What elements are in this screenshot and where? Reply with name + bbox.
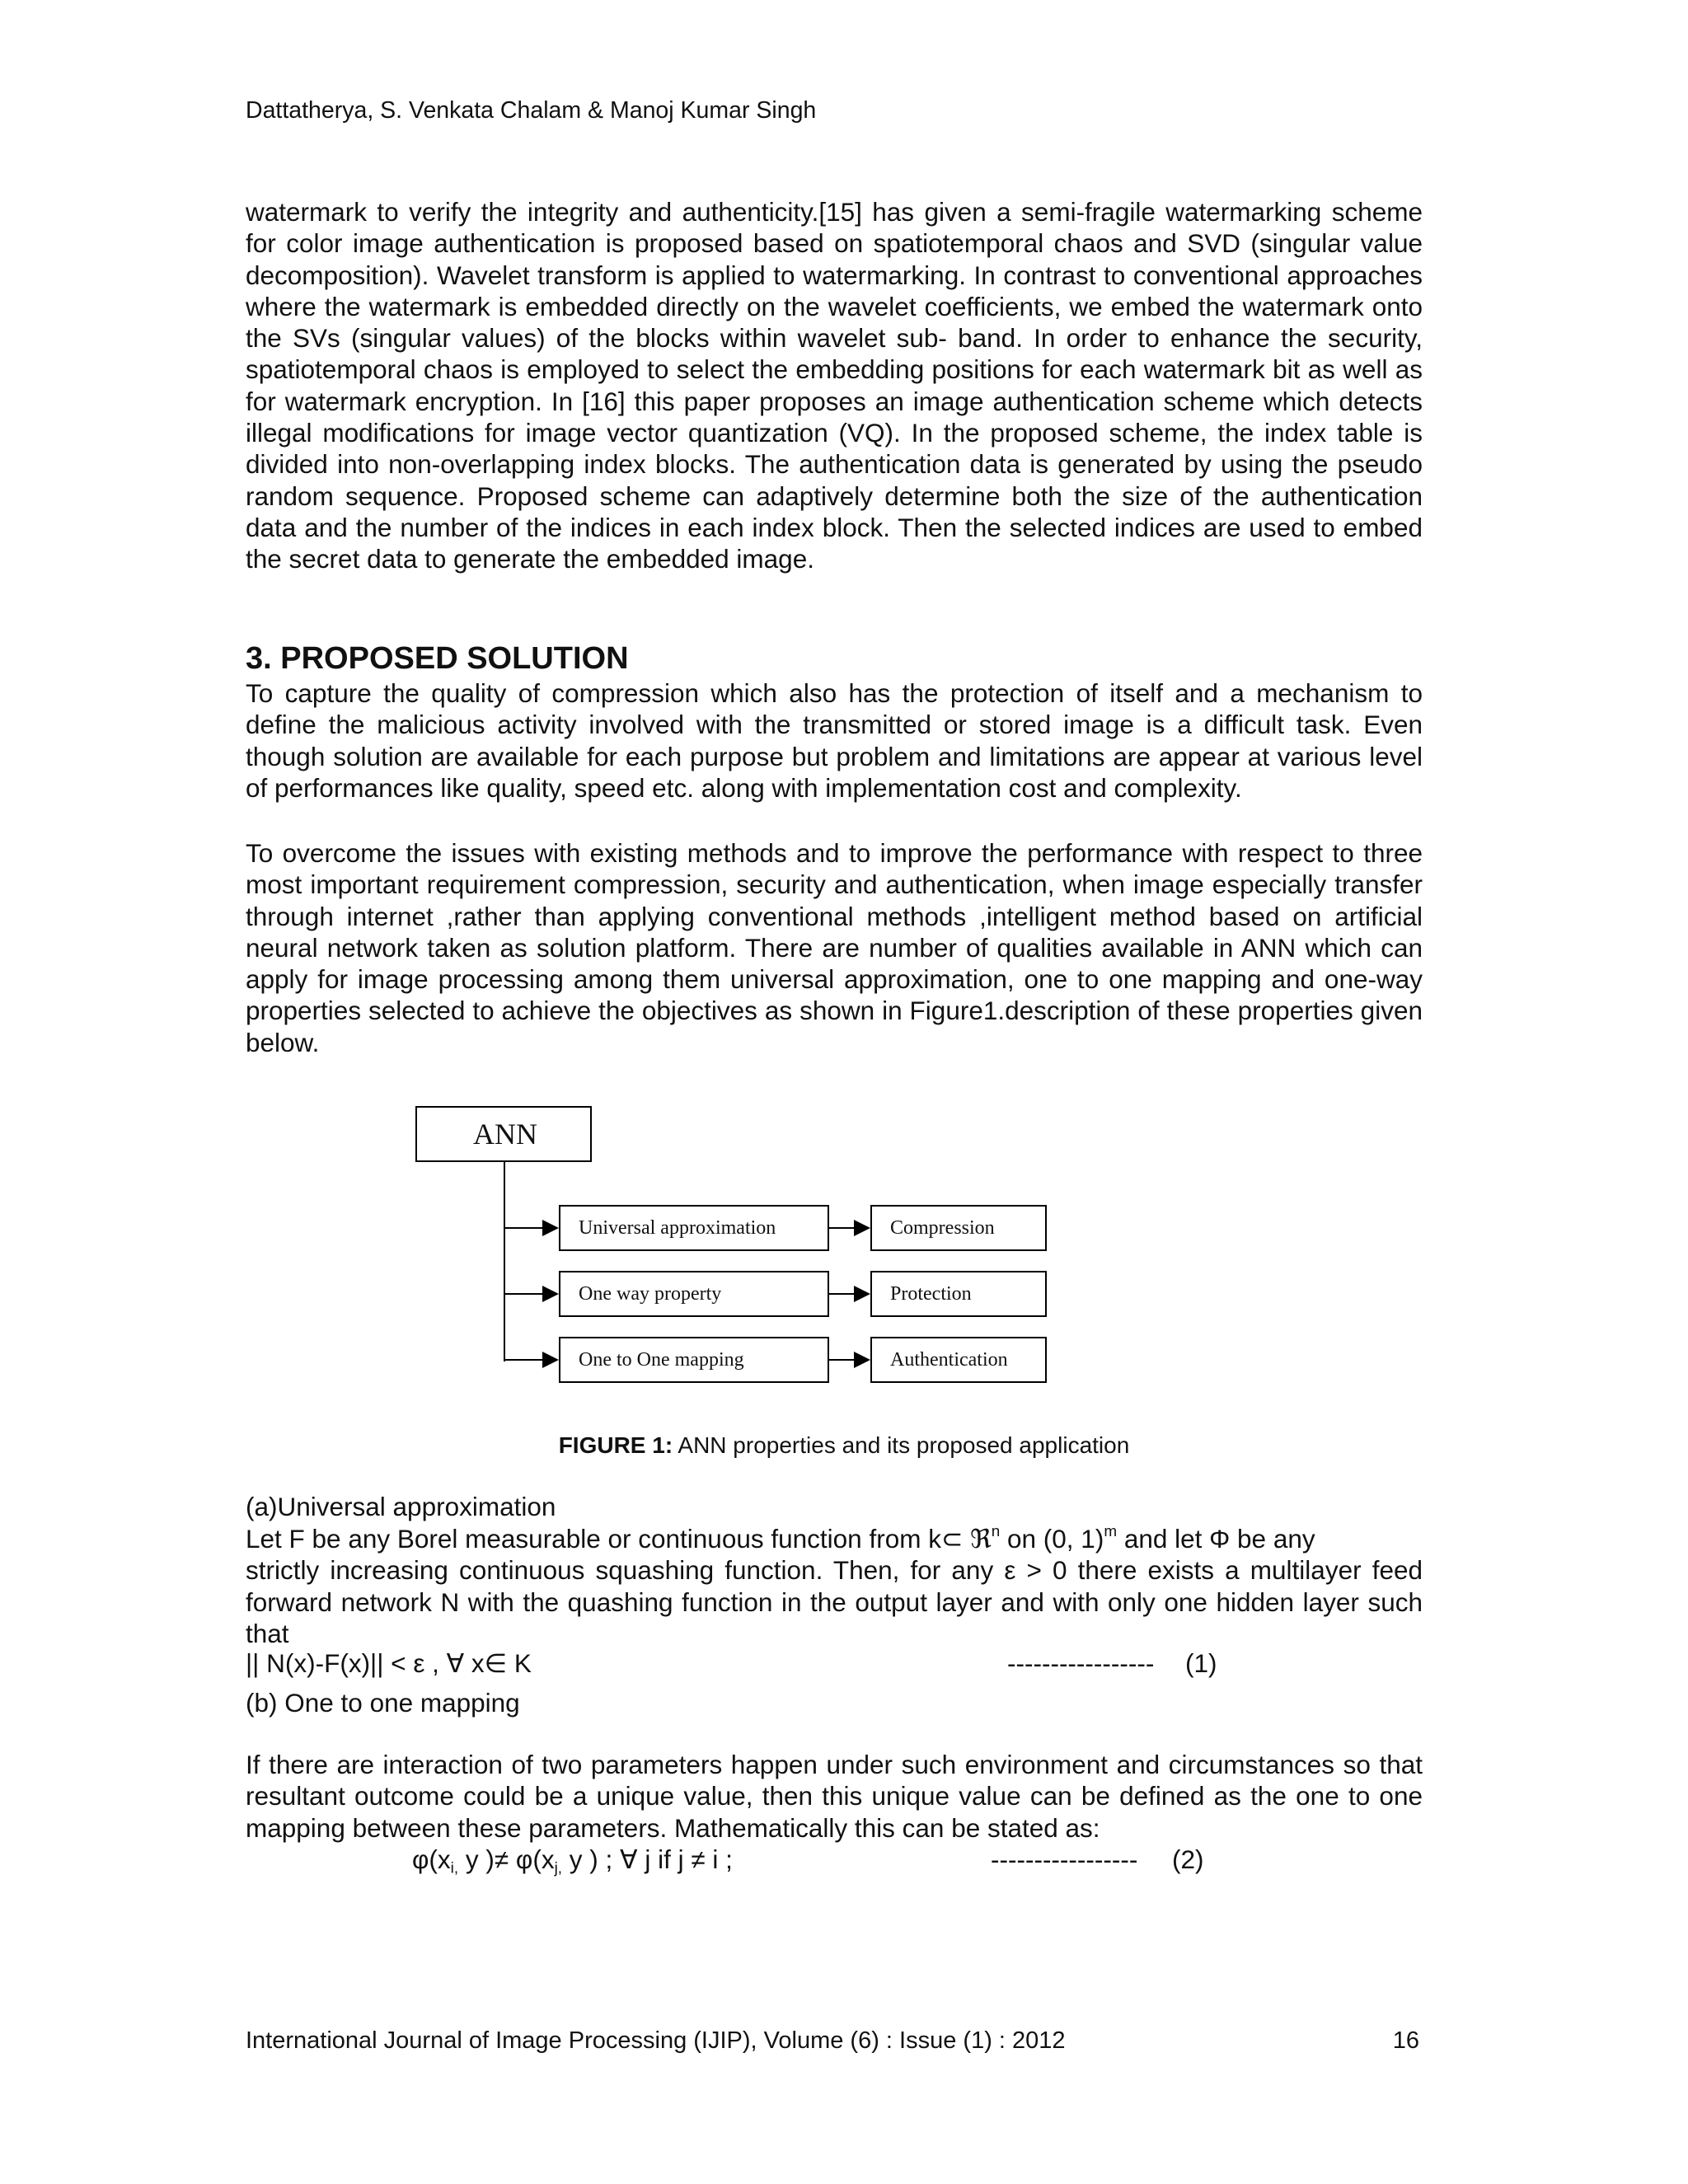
paragraph-universal-approximation [246, 1523, 1423, 1649]
figure-caption [0, 1432, 1688, 1459]
equation-1-number: (1) [1185, 1648, 1217, 1678]
paragraph-related-work: watermark to verify the integrity and authenticity.[15] has given a semi-fragile watermarking scheme for color image authentication is proposed based on spatiotemporal chaos and SVD (singular value decomposition). Wavelet transform is applied to watermarking. In contrast to conventional approaches where the watermark is embedded directly on the wavelet coefficients, we embed the watermark onto the SVs (singular values) of the blocks within wavelet sub- band. In order to enhance the security, spatiotemporal chaos is employed to select the embedding positions for each watermark bit as well as for watermark encryption. In [16] this paper proposes an image authentication scheme which detects illegal modifications for image vector quantization (VQ). In the proposed scheme, the index table is divided into non-overlapping index blocks. The authentication data is generated by using the pseudo random sequence. Proposed scheme can adaptively determine both the size of the authentication data and the number of the indices in each index block. Then the selected indices are used to embed the secret data to generate the embedded image. [246, 197, 1423, 574]
caption-label: FIGURE 1: [558, 1432, 673, 1458]
sup-m: m [1104, 1522, 1118, 1540]
equation-1: || N(x)-F(x)|| < ε , ∀ x∈ K [246, 1648, 532, 1678]
paragraph-one-to-one-mapping: If there are interaction of two parameters happen under such environment and circumstances so that resultant outcome could be a unique value, then this unique value can be defined as the one to one mapping between these parameters. Mathematically this can be stated as: [246, 1750, 1423, 1843]
eq2-part-2: y )≠ φ(x [458, 1844, 555, 1874]
sub-j: j, [554, 1859, 563, 1877]
equation-2-dashes: ----------------- [991, 1844, 1138, 1874]
ua-rest: strictly increasing continuous squashing function. Then, for any ε > 0 there exists a multilayer feed forward network N with the quashing function in the output layer and with only one hidden layer such that [246, 1555, 1423, 1648]
running-header: Dattatherya, S. Venkata Chalam & Manoj Kumar Singh [246, 97, 817, 124]
figure-connectors [0, 1096, 1688, 1409]
property-one-way: One way property [559, 1271, 829, 1317]
eq2-part-3: y ) ; ∀ j if j ≠ i ; [562, 1844, 733, 1874]
application-authentication: Authentication [870, 1337, 1047, 1383]
equation-2 [412, 1844, 733, 1875]
sub-i: i, [450, 1859, 459, 1877]
paragraph-approach: To overcome the issues with existing methods and to improve the performance with respect to three most important requirement compression, security and authentication, when image especially transfer through internet ,rather than applying conventional methods ,intelligent method based on artificial neural network taken as solution platform. There are number of qualities available in ANN which can apply for image processing among them universal approximation, one to one mapping and one-way properties selected to achieve the objectives as shown in Figure1.description of these properties given below. [246, 838, 1423, 1057]
eq2-part-1: φ(x [412, 1844, 451, 1874]
ua-first-line [246, 1523, 1423, 1554]
ann-box: ANN [415, 1106, 592, 1162]
ua-line1-part-c: and let Φ be any [1117, 1524, 1315, 1554]
ua-line1-part-a: Let F be any Borel measurable or continuous function from k⊂ ℜ [246, 1524, 992, 1554]
application-protection: Protection [870, 1271, 1047, 1317]
figure-ann-diagram [0, 1096, 1688, 1409]
page-number: 16 [1392, 2027, 1419, 2054]
property-universal-approximation: Universal approximation [559, 1205, 829, 1251]
subsection-universal-approximation: (a)Universal approximation [246, 1492, 556, 1521]
footer-journal: International Journal of Image Processing (IJIP), Volume (6) : Issue (1) : 2012 [246, 2027, 1066, 2054]
paragraph-problem: To capture the quality of compression which also has the protection of itself and a mechanism to define the malicious activity involved with the transmitted or stored image is a difficult task. Even though solution are available for each purpose but problem and limitations are appear at various level of performances like quality, speed etc. along with implementation cost and complexity. [246, 678, 1423, 803]
property-one-to-one: One to One mapping [559, 1337, 829, 1383]
application-compression: Compression [870, 1205, 1047, 1251]
ua-line1-part-b: on (0, 1) [1000, 1524, 1104, 1554]
equation-2-number: (2) [1172, 1844, 1204, 1874]
subsection-one-to-one-mapping: (b) One to one mapping [246, 1688, 520, 1718]
section-heading: 3. PROPOSED SOLUTION [246, 641, 629, 676]
equation-1-dashes: ----------------- [1007, 1648, 1155, 1678]
sup-n: n [991, 1522, 1001, 1540]
caption-text: ANN properties and its proposed application [673, 1432, 1130, 1458]
